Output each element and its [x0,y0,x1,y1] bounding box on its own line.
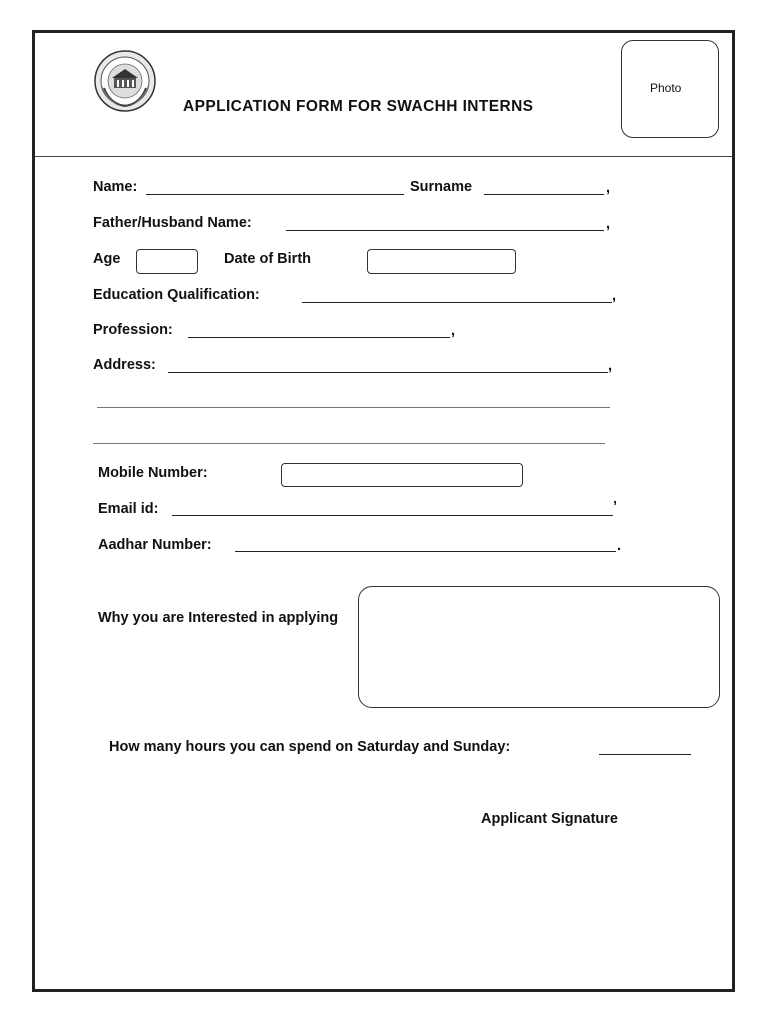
hours-field[interactable] [599,754,691,755]
apostrophe: ’ [613,499,618,515]
address-line-2[interactable] [97,407,610,408]
address-line-3[interactable] [93,443,605,444]
address-label: Address: [93,357,156,373]
profession-label: Profession: [93,322,173,338]
profession-field[interactable] [188,337,450,338]
address-field[interactable] [168,372,608,373]
father-name-field[interactable] [286,230,604,231]
aadhar-label: Aadhar Number: [98,537,212,553]
email-label: Email id: [98,501,159,517]
interest-label: Why you are Interested in applying [98,610,339,626]
age-input[interactable] [136,249,198,274]
form-title: APPLICATION FORM FOR SWACHH INTERNS [183,98,534,115]
surname-label: Surname [410,179,473,195]
comma: , [608,358,613,374]
dob-input[interactable] [367,249,516,274]
education-field[interactable] [302,302,612,303]
applicant-signature-label: Applicant Signature [481,811,618,827]
education-label: Education Qualification: [93,287,260,303]
name-field[interactable] [146,194,404,195]
interest-textarea[interactable] [358,586,720,708]
email-field[interactable] [172,515,613,516]
photo-box[interactable] [621,40,719,138]
header-divider [35,156,732,157]
aadhar-field[interactable] [235,551,616,552]
name-label: Name: [93,179,138,195]
surname-field[interactable] [484,194,604,195]
hours-label: How many hours you can spend on Saturday and Sunday: [109,739,511,755]
mobile-input[interactable] [281,463,523,487]
comma: , [606,216,611,232]
comma: , [451,323,456,339]
mobile-label: Mobile Number: [98,465,208,481]
photo-label: Photo [650,81,682,95]
dob-label: Date of Birth [224,251,311,267]
age-label: Age [93,251,121,267]
comma: , [606,180,611,196]
period: . [617,538,622,554]
father-name-label: Father/Husband Name: [93,215,252,231]
comma: , [612,288,617,304]
university-seal-icon [92,48,158,114]
